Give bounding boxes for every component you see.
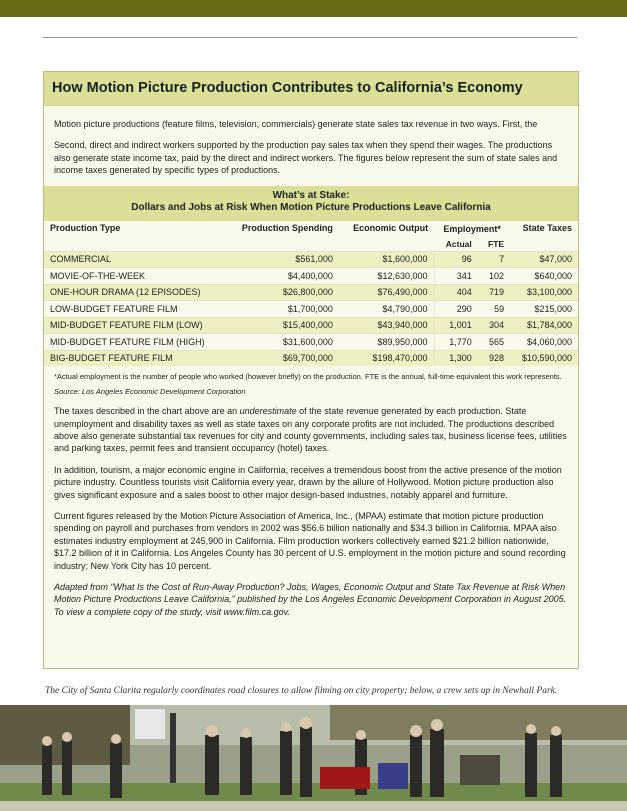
cell-state-taxes: $4,060,000 [526,336,572,347]
film-crew-photo [0,705,627,811]
cell-economic-output: $89,950,000 [377,336,428,347]
cell-production-type: ONE-HOUR DRAMA (12 EPISODES) [44,284,226,301]
table-title [44,186,578,221]
table-title-line-2: Dollars and Jobs at Risk When Motion Picture Productions Leave California [131,201,491,213]
top-color-bar [0,0,627,17]
cell-production-spending: $4,400,000 [287,270,333,281]
intro-paragraph-1: Motion picture productions (feature films, television, commercials) generate state sales tax revenue in two ways. First, the [54,119,538,129]
cell-state-taxes: $640,000 [534,270,572,281]
cell-production-spending: $561,000 [226,251,339,268]
film-crew-photo-graphic [0,705,627,811]
table-row [44,251,578,268]
cell-employment-fte: 102 [489,270,505,281]
cell-employment-actual: 96 [434,251,478,268]
cell-production-type: COMMERCIAL [44,251,226,268]
cell-state-taxes: $215,000 [534,303,572,314]
body-paragraph-2: In addition, tourism, a major economic engine in California, receives a tremendous boost from the active presence of the motion picture industry. Countless tourists visit California every year, drawn by the allure of Hollywood. Motion picture production also gives significant exposure and a sales boost to other major design-based industries, notably apparel and furniture. [54,464,562,500]
cell-state-taxes: $10,590,000 [510,350,578,366]
table-title-line-1: What’s at Stake: [272,189,350,201]
cell-production-type: LOW-BUDGET FEATURE FILM [50,303,178,314]
table-row [44,317,578,334]
header-fte: FTE [488,238,505,249]
table-row [44,301,578,318]
cell-employment-fte: 719 [478,284,510,301]
cell-employment-fte: 7 [478,251,510,268]
cell-production-type: MOVIE-OF-THE-WEEK [50,270,145,281]
cell-employment-actual: 1,770 [434,334,478,351]
cell-economic-output: $43,940,000 [339,317,434,334]
cell-state-taxes: $47,000 [510,251,578,268]
cell-economic-output: $1,600,000 [339,251,434,268]
body-paragraph-1 [44,405,578,455]
cell-economic-output: $76,490,000 [339,284,434,301]
cell-production-type: MID-BUDGET FEATURE FILM (HIGH) [50,336,205,347]
body-paragraph-1-emphasis: underestimate [239,406,297,417]
cell-employment-actual: 341 [434,268,478,285]
adapted-from-note: Adapted from “What Is the Cost of Run-Away Production? Jobs, Wages, Economic Output and State Tax Revenue at Risk When Motion Picture Productions Leave California,” published by the Los Angeles Economic Development Corporation in August 2005. To view a complete copy of the study, visit www.film.ca.gov. [54,582,567,617]
cell-economic-output: $4,790,000 [382,303,428,314]
cell-economic-output: $198,470,000 [339,350,434,366]
table-row [44,284,578,301]
box-title: How Motion Picture Production Contributes to California’s Economy [52,80,523,96]
cell-employment-fte: 928 [478,350,510,366]
cell-production-spending: $69,700,000 [226,350,339,366]
cell-state-taxes: $3,100,000 [510,284,578,301]
cell-production-type: BIG-BUDGET FEATURE FILM [44,350,226,366]
cell-employment-actual: 1,001 [434,317,478,334]
cell-employment-actual: 290 [434,301,478,318]
cell-employment-fte: 304 [478,317,510,334]
cell-employment-actual: 404 [434,284,478,301]
cell-production-spending: $31,600,000 [282,336,333,347]
header-actual: Actual [445,238,472,249]
cell-production-spending: $26,800,000 [226,284,339,301]
box-header [44,72,578,106]
header-production-type: Production Type [50,222,121,233]
cell-production-spending: $1,700,000 [287,303,333,314]
production-table [44,221,578,367]
cell-employment-actual: 1,300 [434,350,478,366]
photo-caption: The City of Santa Clarita regularly coordinates road closures to allow filming on city property; below, a crew sets up in Newhall Park. [45,686,558,696]
table-header-row [44,221,578,237]
cell-production-type: MID-BUDGET FEATURE FILM (LOW) [44,317,226,334]
body-paragraph-1-start: The taxes described in the chart above are an [54,406,240,417]
table-source: Source: Los Angeles Economic Development Corporation [54,387,246,397]
economy-sidebar-box [43,71,579,669]
cell-economic-output: $12,630,000 [377,270,428,281]
cell-production-spending: $15,400,000 [226,317,339,334]
cell-employment-fte: 565 [489,336,505,347]
cell-state-taxes: $1,784,000 [510,317,578,334]
header-production-spending: Production Spending [241,222,333,233]
table-row [44,350,578,366]
table-row [44,268,578,285]
body-paragraph-3: Current figures released by the Motion Picture Association of America, Inc., (MPAA) estimate that motion picture production spending on payroll and purchases from vendors in 2002 was $56.6 billion nationally and $34.3 billion in California. MPAA also estimates industry employment at 245,900 in California. Film production workers collectively earned $21.2 billion nationwide, $17.2 billion of it in California. Los Angeles County has 30 percent of U.S. employment in the motion picture and sound recording industry; New York City has 10 percent. [54,510,566,571]
header-state-taxes: State Taxes [522,222,572,233]
header-employment: Employment* [443,223,501,234]
table-footnote: *Actual employment is the number of people who worked (however briefly) on the production. FTE is the annual, full-time equivalent this work represents. [54,372,562,382]
header-divider [43,37,577,38]
intro-paragraph-2: Second, direct and indirect workers supported by the production pay sales tax when they spend their wages. The productions also generate state income tax, paid by the direct and indirect workers. The figures below represent the sum of state sales and income taxes generated by specific types of productions. [54,140,558,176]
body-paragraph-1-end: of the state revenue generated by each production. State unemployment and disability taxes as well as state taxes on any corporate profits are not included. The productions described above also generate substantial tax revenues for city and county governments, including sales tax, business license fees, utilities and parking taxes, permit fees and transient occupancy (hotel) taxes. [54,406,567,454]
table-row [44,334,578,351]
cell-employment-fte: 59 [494,303,505,314]
header-economic-output: Economic Output [353,222,429,233]
